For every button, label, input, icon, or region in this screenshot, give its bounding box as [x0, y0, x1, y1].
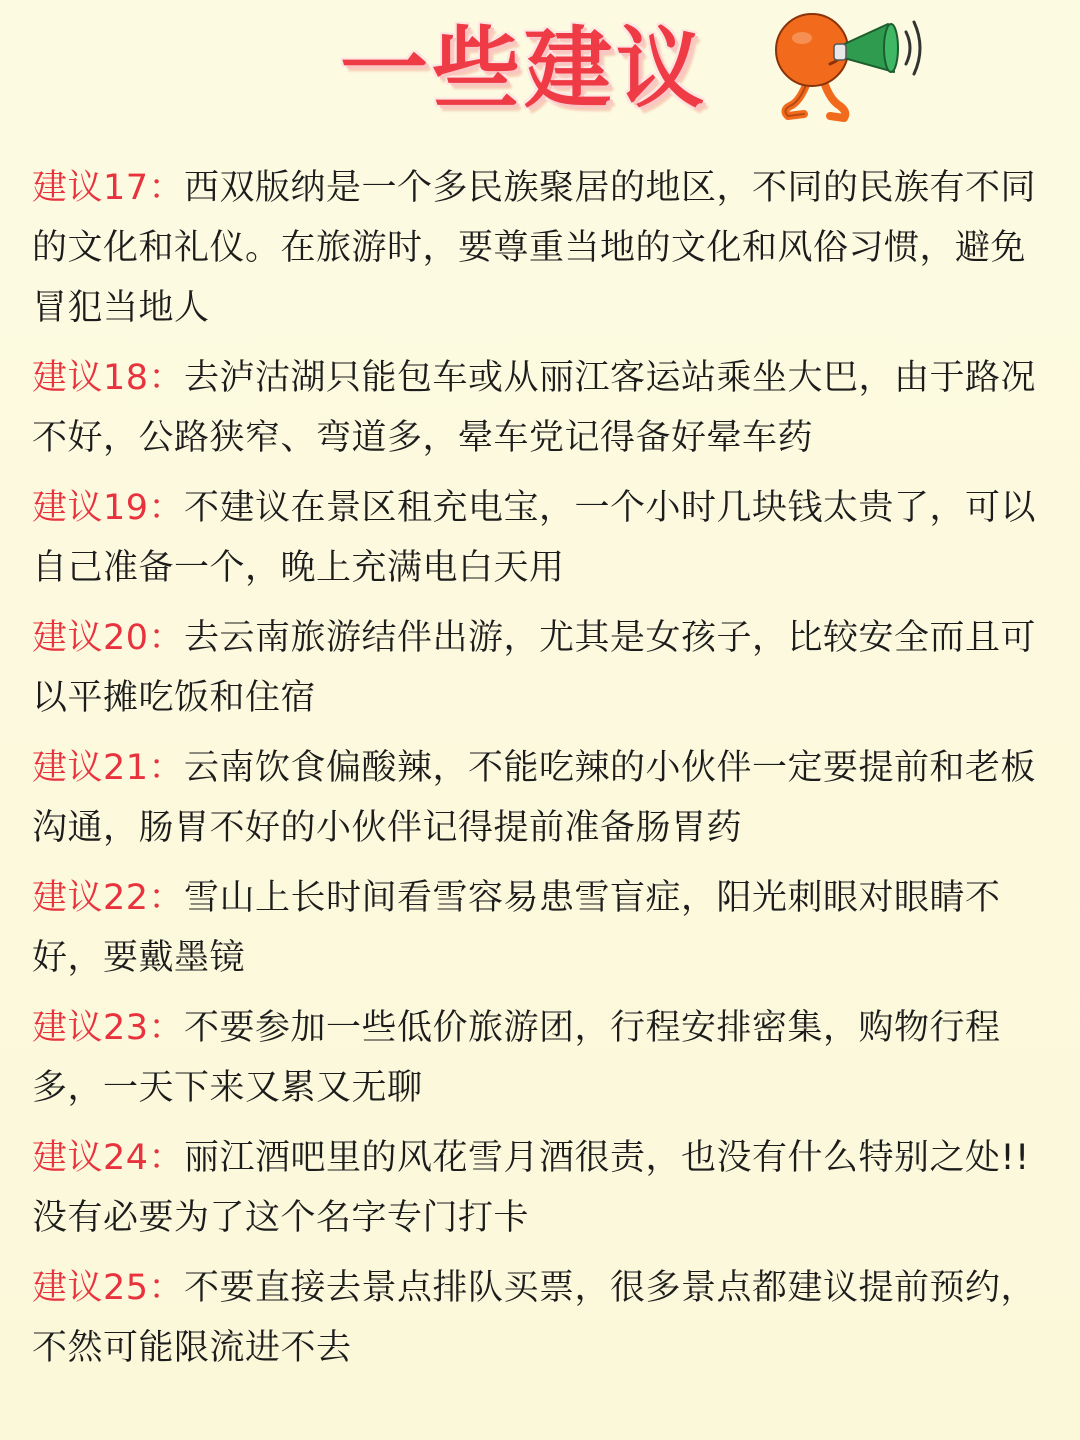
tip-label: 建议21：	[32, 748, 185, 788]
tip-text: 不建议在景区租充电宝，一个小时几块钱太贵了，可以自己准备一个，晚上充满电白天用	[32, 488, 1037, 588]
list-item	[32, 348, 1056, 468]
list-item	[32, 1258, 1056, 1378]
tips-list	[32, 158, 1056, 1388]
tip-text: 丽江酒吧里的风花雪月酒很责，也没有什么特别之处!!没有必要为了这个名字专门打卡	[32, 1138, 1030, 1238]
list-item	[32, 998, 1056, 1118]
tip-text: 去云南旅游结伴出游，尤其是女孩子，比较安全而且可以平摊吃饭和住宿	[32, 618, 1037, 718]
tip-label: 建议24：	[32, 1138, 185, 1178]
tip-text: 不要直接去景点排队买票，很多景点都建议提前预约，不然可能限流进不去	[32, 1268, 1037, 1368]
list-item	[32, 868, 1056, 988]
list-item	[32, 478, 1056, 598]
list-item	[32, 608, 1056, 728]
tip-text: 西双版纳是一个多民族聚居的地区，不同的民族有不同的文化和礼仪。在旅游时，要尊重当地的文化和风俗习惯，避免冒犯当地人	[32, 168, 1037, 328]
tip-label: 建议20：	[32, 618, 185, 658]
tip-text: 不要参加一些低价旅游团，行程安排密集，购物行程多，一天下来又累又无聊	[32, 1008, 1001, 1108]
tip-text: 去泸沽湖只能包车或从丽江客运站乘坐大巴，由于路况不好，公路狭窄、弯道多，晕车党记得备好晕车药	[32, 358, 1037, 458]
tip-label: 建议17：	[32, 168, 185, 208]
list-item	[32, 1128, 1056, 1248]
list-item	[32, 158, 1056, 338]
tip-text: 雪山上长时间看雪容易患雪盲症，阳光刺眼对眼睛不好，要戴墨镜	[32, 878, 1001, 978]
tip-label: 建议23：	[32, 1008, 185, 1048]
list-item	[32, 738, 1056, 858]
megaphone-mascot-icon	[760, 2, 930, 130]
tip-label: 建议22：	[32, 878, 185, 918]
tip-label: 建议18：	[32, 358, 185, 398]
tip-label: 建议25：	[32, 1268, 185, 1308]
page-title: 一些建议	[340, 17, 709, 120]
tip-text: 云南饮食偏酸辣，不能吃辣的小伙伴一定要提前和老板沟通，肠胃不好的小伙伴记得提前准备肠胃药	[32, 748, 1037, 848]
tip-label: 建议19：	[32, 488, 185, 528]
